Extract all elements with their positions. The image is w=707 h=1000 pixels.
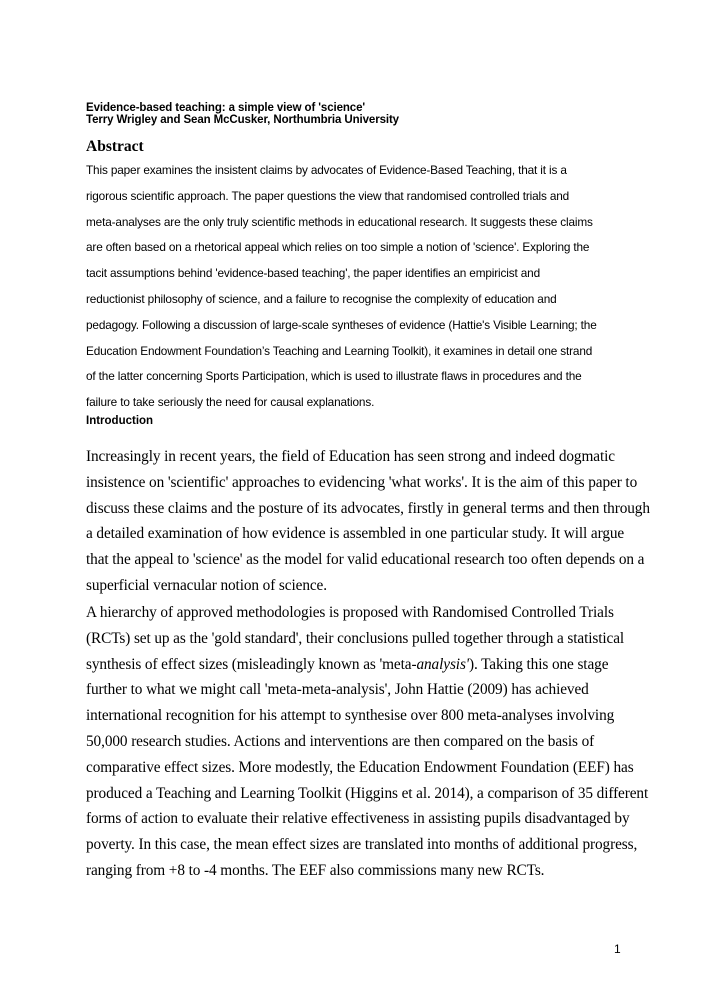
abstract-line: tacit assumptions behind 'evidence-based teaching', the paper identifies an empiricist and <box>86 266 540 281</box>
paragraph-line: discuss these claims and the posture of its advocates, firstly in general terms and then through <box>86 499 650 517</box>
introduction-paragraph-1 <box>86 444 650 599</box>
paragraph-line: A hierarchy of approved methodologies is proposed with Randomised Controlled Trials <box>86 604 614 621</box>
paragraph-line: international recognition for his attempt to synthesise over 800 meta-analyses involving <box>86 707 615 725</box>
text-run: ). Taking this one stage <box>468 655 609 673</box>
abstract-line: failure to take seriously the need for causal explanations. <box>86 395 375 410</box>
paragraph-line: 50,000 research studies. Actions and interventions are then compared on the basis of <box>86 732 595 750</box>
paragraph-line <box>86 652 634 678</box>
text-run: synthesis of effect sizes (misleadingly known as 'meta- <box>86 655 417 673</box>
abstract-line: pedagogy. Following a discussion of large-scale syntheses of evidence (Hattie's Visible Learning; the <box>86 317 597 332</box>
paragraph-line: poverty. In this case, the mean effect sizes are translated into months of additional progress, <box>86 836 638 854</box>
abstract-line: reductionist philosophy of science, and a failure to recognise the complexity of education and <box>86 291 557 306</box>
paragraph-line: (RCTs) set up as the 'gold standard', their conclusions pulled together through a statistical <box>86 629 625 647</box>
italic-term: analysis' <box>416 655 469 673</box>
paragraph-line: that the appeal to 'science' as the model for valid educational research too often depends on a <box>86 551 645 569</box>
abstract-line: of the latter concerning Sports Participation, which is used to illustrate flaws in procedures and the <box>86 369 582 384</box>
paper-authors: Terry Wrigley and Sean McCusker, Northumbria University <box>86 114 399 126</box>
paragraph-line: Increasingly in recent years, the field of Education has seen strong and indeed dogmatic <box>86 448 615 465</box>
paragraph-line: insistence on 'scientific' approaches to evidencing 'what works'. It is the aim of this paper to <box>86 473 638 491</box>
paragraph-line: comparative effect sizes. More modestly, the Education Endowment Foundation (EEF) has <box>86 758 634 776</box>
paragraph-line: forms of action to evaluate their relative effectiveness in assisting pupils disadvantaged by <box>86 810 630 828</box>
paragraph-line: a detailed examination of how evidence is assembled in one particular study. It will argue <box>86 525 625 543</box>
introduction-heading: Introduction <box>86 415 154 427</box>
paragraph-line: ranging from +8 to -4 months. The EEF also commissions many new RCTs. <box>86 861 545 879</box>
paragraph-line: further to what we might call 'meta-meta-analysis', John Hattie (2009) has achieved <box>86 681 589 699</box>
paragraph-line: superficial vernacular notion of science. <box>86 576 327 594</box>
abstract-line: meta-analyses are the only truly scientific methods in educational research. It suggests these claims <box>86 214 593 229</box>
abstract-line: are often based on a rhetorical appeal which relies on too simple a notion of 'science'. Exploring the <box>86 240 590 255</box>
paper-title: Evidence-based teaching: a simple view of 'science' <box>86 102 366 114</box>
page-number: 1 <box>614 942 621 956</box>
abstract-body <box>86 158 634 416</box>
abstract-heading: Abstract <box>86 138 144 155</box>
abstract-line: rigorous scientific approach. The paper questions the view that randomised controlled trials and <box>86 188 570 203</box>
paragraph-line: produced a Teaching and Learning Toolkit (Higgins et al. 2014), a comparison of 35 different <box>86 784 649 802</box>
introduction-paragraph-2 <box>86 600 649 884</box>
abstract-line: This paper examines the insistent claims by advocates of Evidence-Based Teaching, that it is a <box>86 163 567 177</box>
abstract-line: Education Endowment Foundation’s Teaching and Learning Toolkit), it examines in detail one strand <box>86 343 593 358</box>
